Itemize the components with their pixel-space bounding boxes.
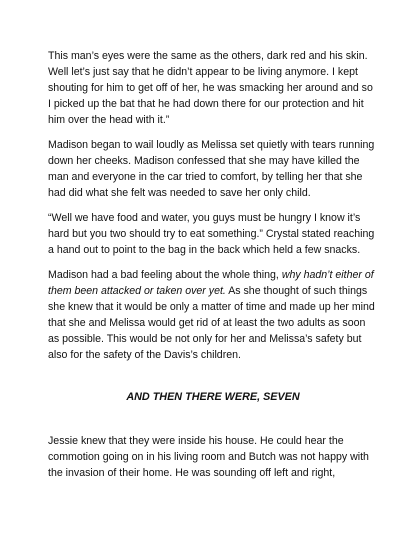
chapter-heading: AND THEN THERE WERE, SEVEN	[126, 391, 300, 403]
paragraph-2: Madison began to wail loudly as Melissa set quietly with tears running down her cheeks. Madison confessed that she may have killed the man and everyone in the car tried to comfort, by telling her that she had did what she felt was needed to save her only child.	[48, 139, 375, 199]
paragraph-4-italic-thought: why hadn’t either of them been attacked or taken over yet.	[48, 269, 374, 297]
paragraph-5: Jessie knew that they were inside his house. He could hear the commotion going on in his living room and Butch was not happy with the invasion of their home. He was sounding off left and right,	[48, 435, 369, 479]
paragraph-1: This man’s eyes were the same as the others, dark red and his skin. Well let’s just say that he didn’t appear to be living anymore. I kept shouting for him to get off of her, he was smacking her around and so I picked up the bat that he had down there for our protection and hit him over the head with it.”	[48, 50, 373, 126]
paragraph-4	[48, 267, 378, 363]
paragraph-4-end: As she thought of such things she knew that it would be only a matter of time and made up her mind that she and Melissa would get rid of at least the two adults as soon as possible. This would be not only for her and Melissa’s safety but also for the safety of the Davis’s children.	[48, 285, 375, 361]
paragraph-4-start: Madison had a bad feeling about the whole thing,	[48, 269, 282, 281]
paragraph-3: “Well we have food and water, you guys must be hungry I know it’s hard but you two should try to eat something.” Crystal stated reaching a hand out to point to the bag in the back which held a few snacks.	[48, 212, 375, 256]
page-content	[48, 48, 378, 490]
